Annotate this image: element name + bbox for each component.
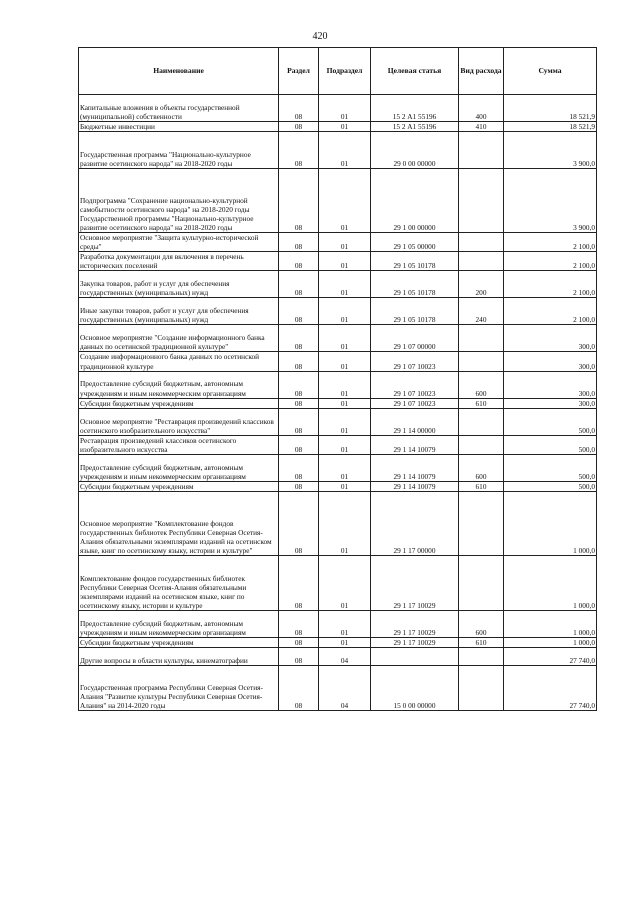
cell-expense-type	[459, 648, 504, 666]
cell-section: 08	[279, 169, 319, 233]
cell-amount: 18 521,9	[504, 122, 597, 132]
cell-section: 08	[279, 638, 319, 648]
cell-expense-type: 200	[459, 271, 504, 298]
cell-target: 29 1 05 10178	[371, 298, 459, 325]
cell-name: Предоставление субсидий бюджетным, автономным учреждениям и иным некоммерческим организациям	[79, 611, 279, 638]
cell-target: 29 1 05 10178	[371, 271, 459, 298]
cell-expense-type	[459, 666, 504, 711]
cell-name: Основное мероприятие "Защита культурно-исторической среды"	[79, 233, 279, 252]
cell-section: 08	[279, 408, 319, 435]
cell-target: 15 2 А1 55196	[371, 95, 459, 122]
table-row	[79, 252, 597, 271]
cell-amount: 300,0	[504, 352, 597, 371]
cell-expense-type	[459, 252, 504, 271]
cell-name: Основное мероприятие "Реставрация произведений классиков осетинского изобразительного искусства"	[79, 408, 279, 435]
cell-subsection: 01	[319, 132, 371, 169]
cell-amount: 1 000,0	[504, 611, 597, 638]
cell-target	[371, 648, 459, 666]
header-expense-type: Вид расхода	[459, 48, 504, 95]
cell-section: 08	[279, 271, 319, 298]
cell-amount: 500,0	[504, 454, 597, 481]
header-amount: Сумма	[504, 48, 597, 95]
cell-target: 15 0 00 00000	[371, 666, 459, 711]
cell-expense-type	[459, 169, 504, 233]
table-row	[79, 325, 597, 352]
cell-expense-type: 400	[459, 95, 504, 122]
cell-subsection: 01	[319, 454, 371, 481]
header-section: Раздел	[279, 48, 319, 95]
cell-amount: 1 000,0	[504, 492, 597, 556]
table-row	[79, 408, 597, 435]
cell-expense-type	[459, 132, 504, 169]
cell-name: Государственная программа "Национально-культурное развитие осетинского народа" на 2018-2020 годы	[79, 132, 279, 169]
cell-subsection: 01	[319, 638, 371, 648]
cell-amount: 500,0	[504, 408, 597, 435]
cell-subsection: 01	[319, 271, 371, 298]
cell-expense-type: 240	[459, 298, 504, 325]
table-row	[79, 122, 597, 132]
cell-section: 08	[279, 398, 319, 408]
cell-amount: 18 521,9	[504, 95, 597, 122]
cell-name: Создание информационного банка данных по осетинской традиционной культуре	[79, 352, 279, 371]
cell-section: 08	[279, 556, 319, 611]
cell-subsection: 01	[319, 252, 371, 271]
table-row	[79, 132, 597, 169]
cell-target: 29 1 17 00000	[371, 492, 459, 556]
cell-section: 08	[279, 132, 319, 169]
cell-section: 08	[279, 371, 319, 398]
cell-name: Субсидии бюджетным учреждениям	[79, 638, 279, 648]
cell-amount: 2 100,0	[504, 298, 597, 325]
cell-section: 08	[279, 252, 319, 271]
cell-expense-type	[459, 556, 504, 611]
cell-expense-type: 600	[459, 611, 504, 638]
cell-section: 08	[279, 611, 319, 638]
cell-subsection: 01	[319, 492, 371, 556]
cell-amount: 2 100,0	[504, 252, 597, 271]
cell-target: 29 1 05 00000	[371, 233, 459, 252]
budget-table	[78, 47, 597, 711]
cell-section: 08	[279, 492, 319, 556]
cell-name: Закупка товаров, работ и услуг для обеспечения государственных (муниципальных) нужд	[79, 271, 279, 298]
table-row	[79, 271, 597, 298]
table-row	[79, 481, 597, 491]
table-row	[79, 371, 597, 398]
cell-expense-type	[459, 408, 504, 435]
cell-section: 08	[279, 122, 319, 132]
cell-name: Другие вопросы в области культуры, кинематографии	[79, 648, 279, 666]
header-subsection: Подраздел	[319, 48, 371, 95]
cell-target: 29 1 14 10079	[371, 481, 459, 491]
cell-subsection: 01	[319, 398, 371, 408]
cell-target: 29 0 00 00000	[371, 132, 459, 169]
cell-amount: 300,0	[504, 325, 597, 352]
cell-subsection: 01	[319, 435, 371, 454]
table-row	[79, 556, 597, 611]
table-row	[79, 666, 597, 711]
cell-section: 08	[279, 298, 319, 325]
cell-subsection: 01	[319, 371, 371, 398]
cell-expense-type	[459, 233, 504, 252]
table-row	[79, 638, 597, 648]
cell-amount: 1 000,0	[504, 638, 597, 648]
table-row	[79, 435, 597, 454]
cell-section: 08	[279, 481, 319, 491]
cell-name: Субсидии бюджетным учреждениям	[79, 398, 279, 408]
cell-subsection: 01	[319, 481, 371, 491]
cell-expense-type	[459, 492, 504, 556]
cell-amount: 2 100,0	[504, 233, 597, 252]
cell-target: 29 1 17 10029	[371, 638, 459, 648]
cell-target: 29 1 05 10178	[371, 252, 459, 271]
cell-name: Иные закупки товаров, работ и услуг для обеспечения государственных (муниципальных) нужд	[79, 298, 279, 325]
cell-target: 29 1 14 00000	[371, 408, 459, 435]
cell-section: 08	[279, 666, 319, 711]
table-row	[79, 233, 597, 252]
cell-expense-type: 610	[459, 638, 504, 648]
table-row	[79, 95, 597, 122]
cell-target: 29 1 07 00000	[371, 325, 459, 352]
cell-name: Государственная программа Республики Северная Осетия-Алания "Развитие культуры Республики Северная Осетия-Алания" на 2014-2020 годы	[79, 666, 279, 711]
cell-expense-type	[459, 352, 504, 371]
cell-expense-type: 600	[459, 454, 504, 481]
cell-section: 08	[279, 454, 319, 481]
table-row	[79, 648, 597, 666]
cell-target: 29 1 14 10079	[371, 435, 459, 454]
cell-subsection: 01	[319, 556, 371, 611]
cell-section: 08	[279, 325, 319, 352]
cell-target: 29 1 07 10023	[371, 371, 459, 398]
cell-name: Предоставление субсидий бюджетным, автономным учреждениям и иным некоммерческим организациям	[79, 371, 279, 398]
cell-name: Предоставление субсидий бюджетным, автономным учреждениям и иным некоммерческим организациям	[79, 454, 279, 481]
cell-subsection: 01	[319, 325, 371, 352]
cell-name: Основное мероприятие "Комплектование фондов государственных библиотек Республики Северная Осетия-Алания обязательными экземплярами изданий на осетинском языке, книг по осетинскому языку, истории и культуре"	[79, 492, 279, 556]
table-row	[79, 492, 597, 556]
cell-target: 29 1 17 10029	[371, 556, 459, 611]
cell-amount: 300,0	[504, 371, 597, 398]
page-number: 420	[312, 31, 328, 42]
cell-name: Комплектование фондов государственных библиотек Республики Северная Осетия-Алания обязательными экземплярами изданий на осетинском языке, книг по осетинскому языку, истории и культуре	[79, 556, 279, 611]
cell-name: Разработка документации для включения в перечень исторических поселений	[79, 252, 279, 271]
table-row	[79, 169, 597, 233]
cell-expense-type: 610	[459, 398, 504, 408]
cell-amount: 3 900,0	[504, 132, 597, 169]
cell-expense-type: 610	[459, 481, 504, 491]
cell-target: 29 1 07 10023	[371, 352, 459, 371]
cell-subsection: 01	[319, 352, 371, 371]
cell-name: Бюджетные инвестиции	[79, 122, 279, 132]
cell-amount: 27 740,0	[504, 666, 597, 711]
header-name: Наименование	[79, 48, 279, 95]
table-row	[79, 611, 597, 638]
cell-section: 08	[279, 648, 319, 666]
cell-name: Основное мероприятие "Создание информационного банка данных по осетинской традиционной культуре"	[79, 325, 279, 352]
cell-target: 29 1 00 00000	[371, 169, 459, 233]
cell-name: Капитальные вложения в объекты государственной (муниципальной) собственности	[79, 95, 279, 122]
cell-amount: 3 900,0	[504, 169, 597, 233]
cell-expense-type: 410	[459, 122, 504, 132]
cell-subsection: 01	[319, 122, 371, 132]
table-header-row	[79, 48, 597, 95]
table-row	[79, 454, 597, 481]
cell-expense-type: 600	[459, 371, 504, 398]
cell-name: Реставрация произведений классиков осетинского изобразительного искусства	[79, 435, 279, 454]
cell-expense-type	[459, 435, 504, 454]
cell-expense-type	[459, 325, 504, 352]
cell-section: 08	[279, 233, 319, 252]
cell-subsection: 01	[319, 611, 371, 638]
cell-section: 08	[279, 352, 319, 371]
cell-target: 29 1 17 10029	[371, 611, 459, 638]
header-target: Целевая статья	[371, 48, 459, 95]
cell-subsection: 01	[319, 233, 371, 252]
cell-subsection: 01	[319, 169, 371, 233]
cell-amount: 300,0	[504, 398, 597, 408]
table-body	[79, 95, 597, 711]
table-row	[79, 398, 597, 408]
cell-target: 29 1 14 10079	[371, 454, 459, 481]
cell-target: 15 2 А1 55196	[371, 122, 459, 132]
cell-name: Подпрограмма "Сохранение национально-культурной самобытности осетинского народа" на 2018-2020 годы Государственной программы "Национально-культурное развитие осетинского народа" на 2018-2020 годы	[79, 169, 279, 233]
table-row	[79, 352, 597, 371]
cell-section: 08	[279, 435, 319, 454]
cell-name: Субсидии бюджетным учреждениям	[79, 481, 279, 491]
cell-amount: 500,0	[504, 435, 597, 454]
cell-amount: 2 100,0	[504, 271, 597, 298]
cell-section: 08	[279, 95, 319, 122]
cell-amount: 27 740,0	[504, 648, 597, 666]
cell-amount: 500,0	[504, 481, 597, 491]
table-row	[79, 298, 597, 325]
cell-subsection: 04	[319, 666, 371, 711]
cell-amount: 1 000,0	[504, 556, 597, 611]
cell-subsection: 04	[319, 648, 371, 666]
cell-subsection: 01	[319, 298, 371, 325]
cell-subsection: 01	[319, 408, 371, 435]
cell-subsection: 01	[319, 95, 371, 122]
cell-target: 29 1 07 10023	[371, 398, 459, 408]
